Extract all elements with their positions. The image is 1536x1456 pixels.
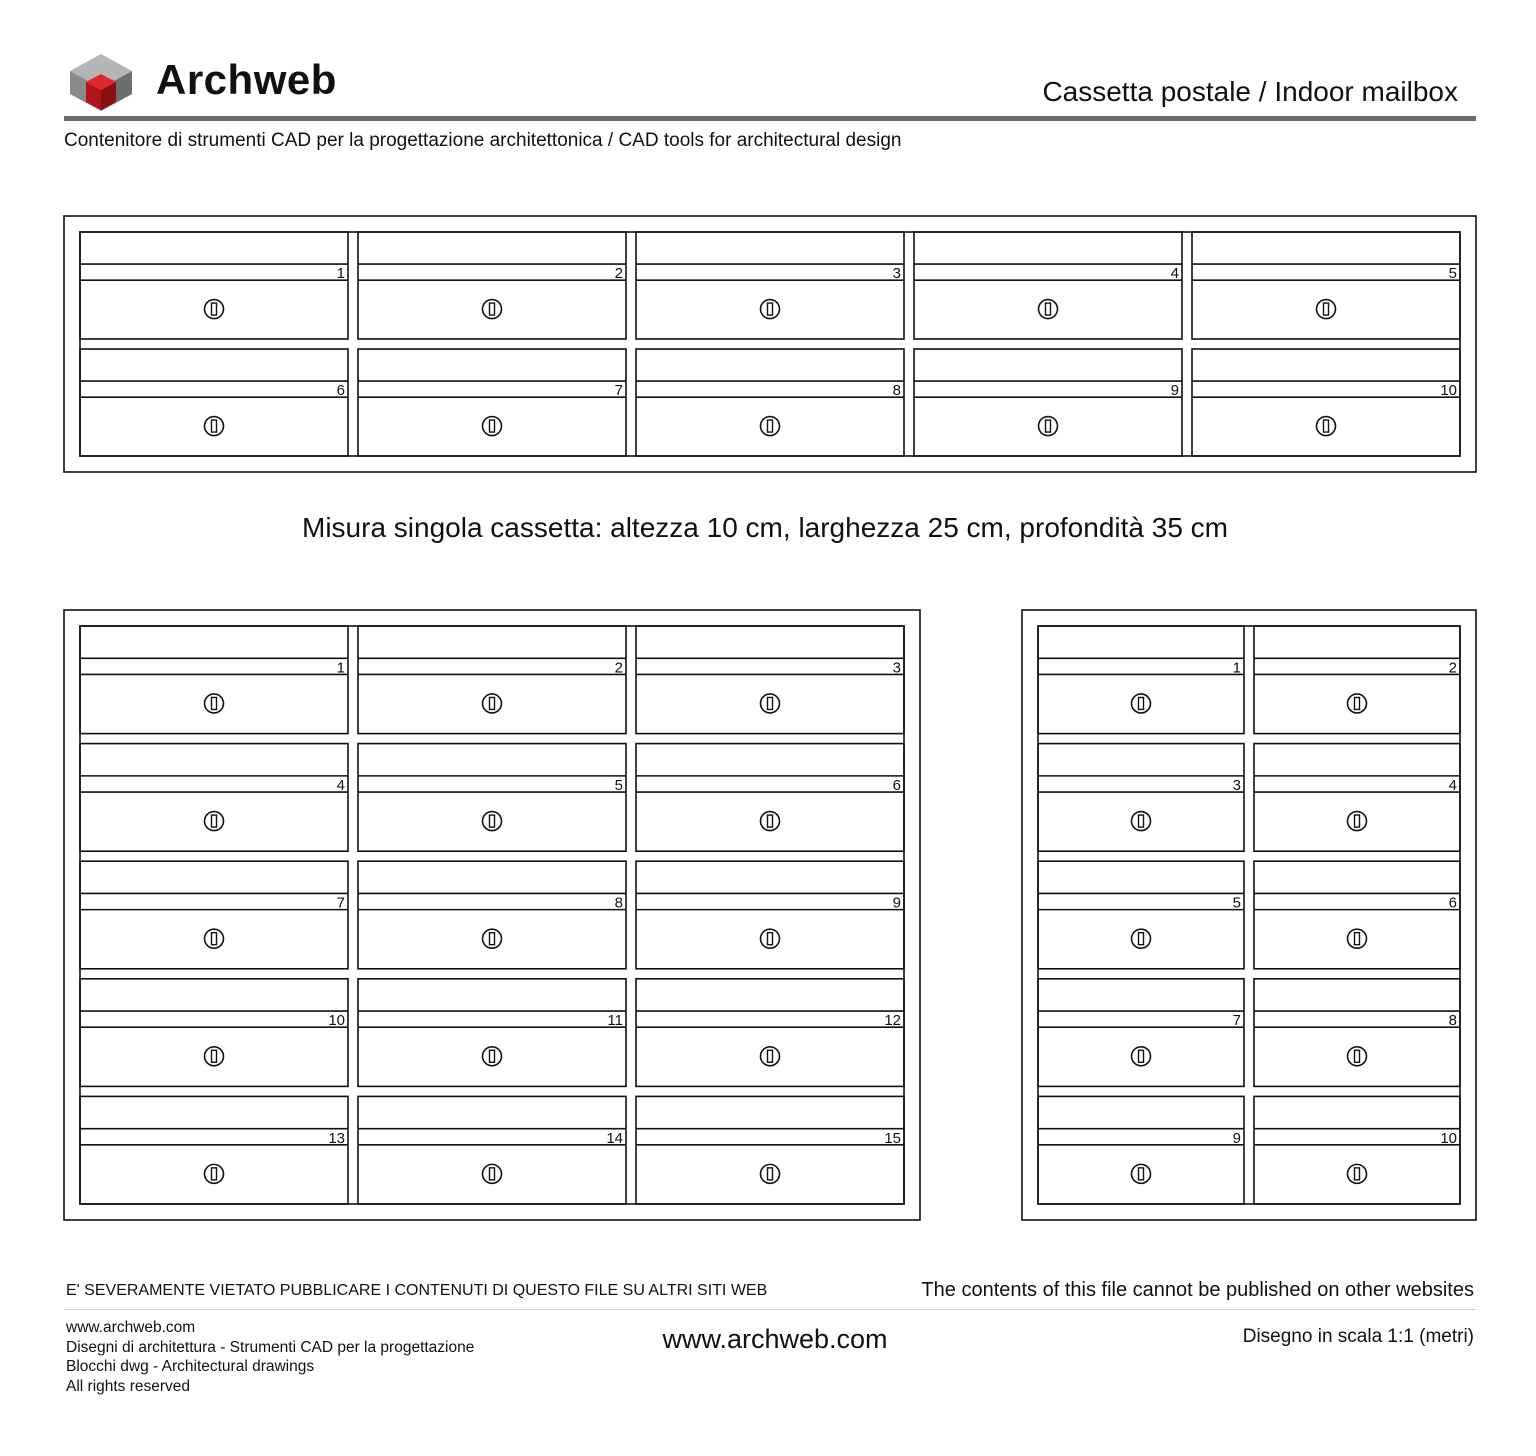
copyright-warning-en: The contents of this file cannot be published on other websites [921, 1279, 1474, 1301]
box-number: 3 [892, 265, 901, 283]
mailbox-door [636, 1096, 904, 1204]
mailbox [636, 979, 904, 1087]
lock-icon [761, 1047, 780, 1066]
mailbox [1254, 744, 1460, 852]
box-number: 3 [1232, 777, 1241, 795]
mailbox-unit [64, 610, 920, 1220]
mailbox-door [1038, 979, 1244, 1087]
box-number: 15 [884, 1129, 901, 1147]
mailbox-door [1192, 232, 1460, 339]
mailbox-door [1038, 744, 1244, 852]
tagline: Contenitore di strumenti CAD per la progettazione architettonica / CAD tools for architectural design [64, 130, 902, 151]
lock-icon [1317, 300, 1336, 319]
mailbox [80, 232, 348, 339]
unit-outer-frame [64, 216, 1476, 472]
mailbox-door [1254, 626, 1460, 734]
lock-icon [1132, 694, 1151, 713]
mailbox [636, 861, 904, 969]
mailbox [914, 232, 1182, 339]
mailbox-door [358, 979, 626, 1087]
box-number: 3 [892, 659, 901, 677]
mailbox [358, 744, 626, 852]
box-number: 13 [328, 1129, 345, 1147]
mailbox-door [80, 744, 348, 852]
lock-icon [1317, 417, 1336, 436]
box-number: 7 [336, 894, 345, 912]
mailbox [80, 744, 348, 852]
mailbox [636, 1096, 904, 1204]
lock-icon [483, 1164, 502, 1183]
mailbox-door [1254, 979, 1460, 1087]
drawing-scale: Disegno in scala 1:1 (metri) [1242, 1326, 1474, 1347]
mailbox-unit [64, 216, 1476, 472]
unit-inner-frame [1038, 626, 1460, 1204]
mailbox-door [358, 1096, 626, 1204]
lock-icon [1132, 812, 1151, 831]
box-number: 7 [614, 382, 623, 400]
mailbox-door [80, 626, 348, 734]
box-number: 9 [1170, 382, 1179, 400]
lock-icon [1348, 1164, 1367, 1183]
lock-icon [483, 300, 502, 319]
box-number: 1 [336, 659, 345, 677]
copyright-warning-it: E' SEVERAMENTE VIETATO PUBBLICARE I CONTENUTI DI QUESTO FILE SU ALTRI SITI WEB [66, 1282, 768, 1299]
mailbox-door [636, 626, 904, 734]
lock-icon [205, 694, 224, 713]
footer-line: Disegni di architettura - Strumenti CAD per la progettazione [66, 1338, 475, 1356]
footer-line: Blocchi dwg - Architectural drawings [66, 1358, 315, 1375]
mailbox-door [636, 744, 904, 852]
mailbox-door [80, 232, 348, 339]
lock-icon [205, 929, 224, 948]
mailbox-door [358, 349, 626, 456]
lock-icon [761, 812, 780, 831]
lock-icon [761, 694, 780, 713]
mailbox [358, 349, 626, 456]
mailbox-door [80, 349, 348, 456]
lock-icon [205, 1164, 224, 1183]
mailbox [636, 349, 904, 456]
mailbox [1038, 979, 1244, 1087]
mailbox [80, 626, 348, 734]
mailbox-door [1038, 861, 1244, 969]
mailbox-door [636, 861, 904, 969]
lock-icon [1348, 812, 1367, 831]
size-caption: Misura singola cassetta: altezza 10 cm, larghezza 25 cm, profondità 35 cm [302, 512, 1228, 543]
footer-site[interactable]: www.archweb.com [66, 1319, 196, 1336]
box-number: 4 [1170, 265, 1179, 283]
box-number: 10 [1440, 382, 1457, 400]
mailbox [1254, 626, 1460, 734]
mailbox [80, 1096, 348, 1204]
mailbox-door [1038, 1096, 1244, 1204]
mailbox [636, 232, 904, 339]
mailbox-door [1254, 744, 1460, 852]
box-number: 4 [1448, 777, 1457, 795]
box-number: 8 [614, 894, 623, 912]
mailbox-door [80, 1096, 348, 1204]
footer-url[interactable]: www.archweb.com [662, 1324, 888, 1354]
box-number: 14 [606, 1129, 623, 1147]
mailbox-door [914, 349, 1182, 456]
lock-icon [483, 1047, 502, 1066]
lock-icon [1348, 694, 1367, 713]
lock-icon [1132, 1047, 1151, 1066]
lock-icon [1039, 300, 1058, 319]
mailbox [358, 861, 626, 969]
mailbox [1038, 744, 1244, 852]
mailbox-door [1038, 626, 1244, 734]
box-number: 6 [336, 382, 345, 400]
mailbox [80, 979, 348, 1087]
mailbox-door [358, 232, 626, 339]
lock-icon [483, 417, 502, 436]
lock-icon [205, 812, 224, 831]
mailbox-door [1192, 349, 1460, 456]
lock-icon [761, 417, 780, 436]
mailbox-door [80, 861, 348, 969]
mailbox-door [358, 744, 626, 852]
box-number: 2 [614, 265, 623, 283]
mailbox-door [914, 232, 1182, 339]
mailbox [358, 979, 626, 1087]
box-number: 7 [1232, 1012, 1241, 1030]
lock-icon [1039, 417, 1058, 436]
brand-name[interactable]: Archweb [156, 56, 337, 103]
mailbox-door [358, 861, 626, 969]
footer-divider [64, 1309, 1476, 1310]
box-number: 8 [1448, 1012, 1457, 1030]
lock-icon [761, 300, 780, 319]
box-number: 9 [1232, 1129, 1241, 1147]
box-number: 2 [614, 659, 623, 677]
lock-icon [205, 417, 224, 436]
lock-icon [1132, 1164, 1151, 1183]
box-number: 12 [884, 1012, 901, 1030]
mailbox-door [1254, 861, 1460, 969]
lock-icon [761, 929, 780, 948]
mailbox [636, 744, 904, 852]
box-number: 6 [892, 777, 901, 795]
box-number: 5 [1448, 265, 1457, 283]
mailbox [358, 626, 626, 734]
mailbox [636, 626, 904, 734]
lock-icon [483, 694, 502, 713]
mailbox-door [636, 349, 904, 456]
box-number: 1 [1232, 659, 1241, 677]
box-number: 1 [336, 265, 345, 283]
mailbox [914, 349, 1182, 456]
lock-icon [205, 300, 224, 319]
page-title: Cassetta postale / Indoor mailbox [1042, 76, 1458, 107]
mailbox-door [80, 979, 348, 1087]
mailbox-unit [1022, 610, 1476, 1220]
box-number: 10 [1440, 1129, 1457, 1147]
mailbox [80, 349, 348, 456]
mailbox [1192, 349, 1460, 456]
lock-icon [483, 929, 502, 948]
mailbox [358, 232, 626, 339]
mailbox [1254, 979, 1460, 1087]
mailbox-door [636, 979, 904, 1087]
mailbox-door [1254, 1096, 1460, 1204]
mailbox [1038, 861, 1244, 969]
mailbox [1192, 232, 1460, 339]
lock-icon [205, 1047, 224, 1066]
footer-rights: All rights reserved [66, 1377, 191, 1395]
mailbox [358, 1096, 626, 1204]
lock-icon [1132, 929, 1151, 948]
box-number: 5 [1232, 894, 1241, 912]
box-number: 2 [1448, 659, 1457, 677]
box-number: 5 [614, 777, 623, 795]
box-number: 8 [892, 382, 901, 400]
box-number: 11 [607, 1012, 623, 1030]
mailbox-drawings [64, 216, 1476, 1220]
lock-icon [1348, 929, 1367, 948]
mailbox [80, 861, 348, 969]
mailbox [1254, 1096, 1460, 1204]
lock-icon [1348, 1047, 1367, 1066]
mailbox-door [358, 626, 626, 734]
mailbox [1038, 626, 1244, 734]
mailbox [1038, 1096, 1244, 1204]
lock-icon [483, 812, 502, 831]
mailbox-door [636, 232, 904, 339]
unit-inner-frame [80, 232, 1460, 456]
lock-icon [761, 1164, 780, 1183]
title-divider [64, 116, 1476, 121]
box-number: 10 [328, 1012, 345, 1030]
box-number: 4 [336, 777, 345, 795]
archweb-logo-cube-icon [70, 54, 132, 111]
mailbox [1254, 861, 1460, 969]
box-number: 9 [892, 894, 901, 912]
box-number: 6 [1448, 894, 1457, 912]
